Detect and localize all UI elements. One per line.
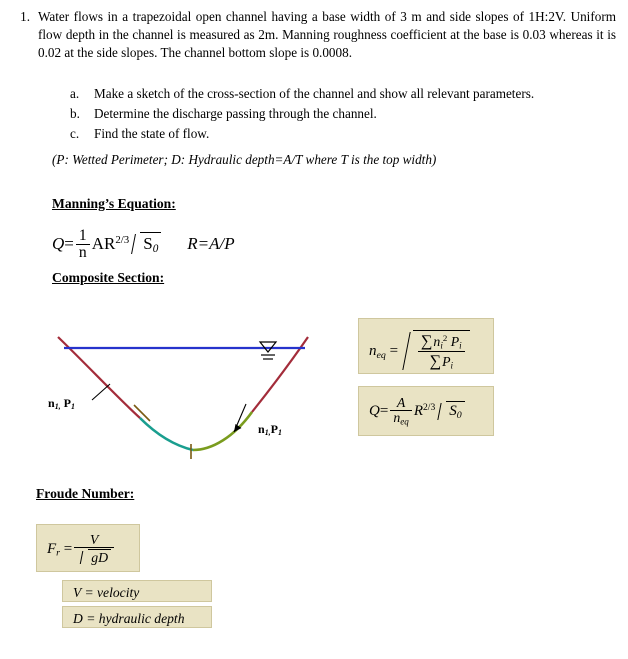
list-item [70, 124, 610, 144]
left-p-symbol: P [63, 396, 71, 410]
froude-f-symbol: F [47, 540, 57, 557]
neq-radicand [413, 330, 470, 371]
manning-slope-subscript: 0 [152, 242, 159, 255]
right-p-symbol: P [270, 422, 278, 436]
qeq-sqrt [437, 400, 464, 421]
heading-froude-number: Froude Number: [36, 486, 135, 501]
list-item [70, 84, 610, 104]
equation-box-composite-discharge [358, 386, 494, 436]
neq-fraction [418, 332, 465, 371]
list-item [70, 104, 610, 124]
qeq-numerator: A [390, 396, 412, 411]
froude-radicand [88, 549, 111, 565]
neq-denominator [418, 352, 465, 371]
manning-sqrt [131, 231, 161, 255]
subquestion-text: Find the state of flow. [94, 125, 210, 141]
manning-numerator: 1 [76, 228, 90, 245]
equation-q-composite [369, 391, 483, 428]
left-n-symbol: n [48, 396, 55, 410]
subquestion-label: c. [70, 125, 80, 141]
neq-num-p: P [450, 334, 460, 349]
froude-d-symbol: D [98, 550, 109, 566]
qeq-s-sub: 0 [456, 410, 462, 421]
equation-neq [369, 323, 483, 371]
problem-statement [8, 8, 616, 63]
label-right-roughness-perimeter [258, 422, 282, 437]
neq-num-n: n [433, 334, 441, 349]
qeq-radicand [446, 401, 464, 421]
left-n-subscript: 1, [54, 402, 61, 412]
definition-box-hydraulic-depth [62, 606, 212, 628]
neq-den-p: P [442, 354, 451, 370]
neq-den-sigma: ∑ [429, 351, 442, 371]
froude-denominator [74, 548, 114, 565]
bed-left-segment [140, 418, 193, 450]
bed-right-segment [193, 412, 252, 450]
definition-velocity: V = velocity [73, 585, 140, 600]
heading-composite-section: Composite Section: [52, 270, 165, 285]
manning-equals: = [64, 233, 74, 253]
froude-fraction [74, 533, 114, 566]
definitions-note: (P: Wetted Perimeter; D: Hydraulic depth=A/T where T is the top width) [52, 152, 437, 167]
equation-box-equivalent-roughness [358, 318, 494, 374]
froude-sqrt [79, 548, 111, 565]
neq-num-n-sub: i [440, 340, 443, 351]
right-p-subscript: 1 [277, 428, 282, 438]
neq-sqrt [404, 329, 470, 371]
froude-equals: = [63, 540, 73, 557]
channel-sketch-svg [30, 300, 360, 480]
neq-den-p-sub: i [450, 360, 454, 371]
hydraulic-radius-definition: R=A/P [187, 233, 235, 253]
neq-num-p-sub: i [459, 340, 462, 351]
equation-manning [52, 228, 235, 262]
neq-num-n-sup: 2 [442, 333, 448, 344]
right-n-symbol: n [258, 422, 265, 436]
qeq-s-symbol: S [449, 403, 457, 420]
subquestion-list [70, 84, 610, 143]
neq-numerator [418, 332, 465, 352]
subquestion-label: b. [70, 105, 80, 121]
qeq-den-n: n [393, 410, 401, 426]
left-label-pointer [92, 384, 110, 400]
equation-box-froude-number [36, 524, 140, 572]
manning-exponent: 2/3 [115, 233, 130, 246]
qeq-fraction [390, 396, 412, 428]
manning-slope-symbol: S [143, 233, 153, 253]
froude-f-subscript: r [56, 547, 61, 559]
right-n-subscript: 1, [264, 428, 271, 438]
qeq-equals: = [379, 403, 389, 420]
subquestion-label: a. [70, 86, 80, 101]
manning-q-symbol: Q [52, 233, 65, 253]
left-p-subscript: 1 [70, 402, 75, 412]
froude-g-symbol: g [91, 550, 99, 566]
manning-denominator: n [78, 244, 87, 262]
manning-ar-term: AR [91, 233, 116, 253]
definition-hydraulic-depth: D = hydraulic depth [73, 611, 185, 626]
channel-cross-section-figure [30, 300, 360, 480]
neq-equals: = [389, 343, 399, 360]
froude-numerator: V [74, 533, 114, 548]
problem-number: 1. [20, 9, 30, 24]
qeq-exponent: 2/3 [422, 401, 436, 413]
neq-symbol: n [369, 343, 377, 360]
neq-subscript: eq [376, 349, 386, 361]
manning-radicand [140, 232, 161, 255]
qeq-r-symbol: R [413, 403, 423, 420]
equation-froude [47, 529, 129, 566]
label-left-roughness-perimeter [48, 396, 75, 411]
qeq-den-sub: eq [400, 417, 409, 428]
neq-num-sigma: ∑ [420, 331, 433, 350]
heading-mannings-equation: Manning’s Equation: [52, 196, 176, 211]
problem-text: Water flows in a trapezoidal open channel having a base width of 3 m and side slopes of 1H:2V. Uniform flow depth in the channel is measured as 2m. Manning roughness coefficient at the base is 0.03 whereas it is 0.02 at the side slopes. The channel bottom slope is 0.0008. [38, 9, 616, 61]
manning-fraction [76, 228, 90, 262]
subquestion-text: Determine the discharge passing through the channel. [94, 105, 377, 121]
qeq-denominator [390, 411, 412, 427]
qeq-q-symbol: Q [369, 403, 380, 420]
definition-box-velocity [62, 580, 212, 602]
subquestion-text: Make a sketch of the cross-section of the channel and show all relevant parameters. [94, 86, 535, 101]
